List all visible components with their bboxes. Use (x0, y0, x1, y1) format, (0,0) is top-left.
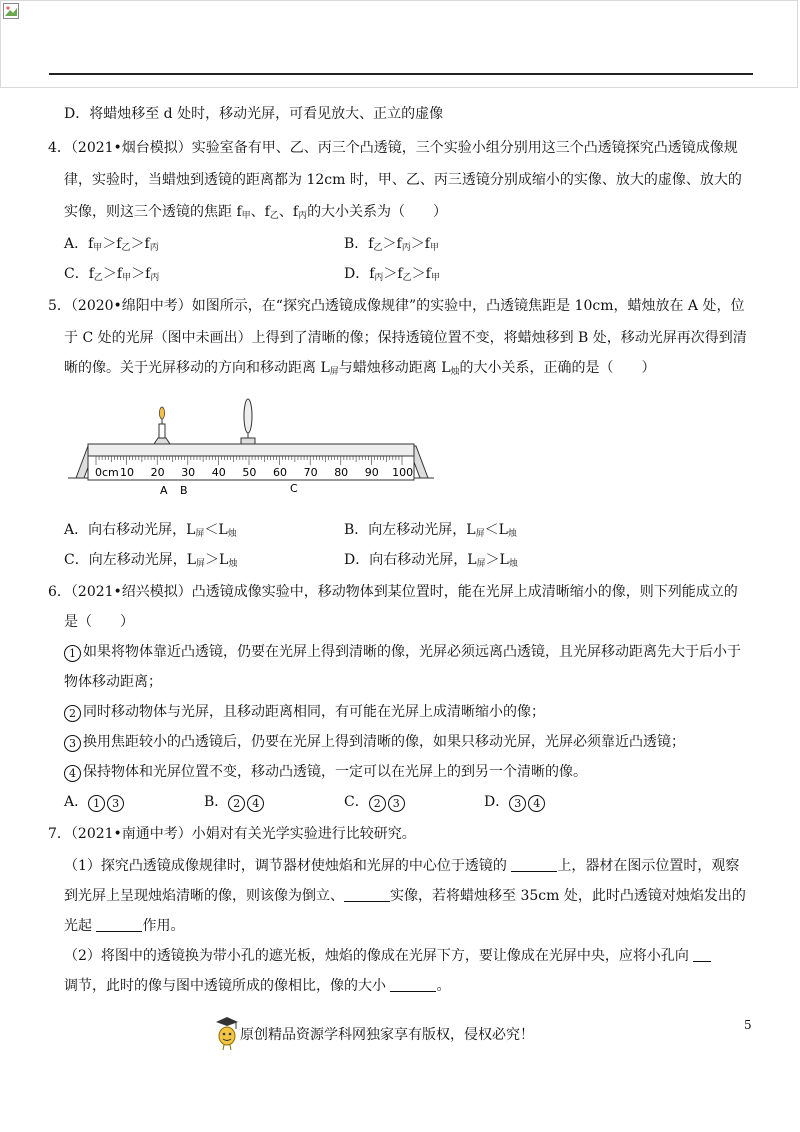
answer-blank (390, 977, 436, 992)
q4-line3: 实像，则这三个透镜的焦距 $f_甲$、$f_乙$、$f_丙$的大小关系为（ ） (64, 204, 448, 221)
q6-statement-2: 2 同时移动物体与光屏，且移动距离相同，有可能在光屏上成清晰缩小的像； (64, 702, 545, 722)
label-b: B (180, 484, 188, 497)
q7-part1-line2: 到光屏上呈现烛焰清晰的像，则该像为倒立、 实像，若将蜡烛移至 35cm 处，此时凸透镜对烛焰发出的 (64, 888, 746, 904)
q4-option-a: A．$f_甲>f_乙>f_丙$ (64, 236, 159, 253)
circled-number: 4 (64, 765, 81, 782)
q4-option-b: B．$f_乙>f_丙>f_甲$ (344, 236, 439, 253)
label-a: A (160, 484, 168, 497)
circled-number: 3 (64, 735, 81, 752)
ruler-tick-label: 40 (211, 466, 226, 479)
q5-line1: 5．（2020•绵阳中考）如图所示，在“探究凸透镜成像规律”的实验中，凸透镜焦距是 10cm，蜡烛放在 A 处，位 (48, 298, 745, 314)
ruler-tick-label: 10 (120, 466, 134, 479)
q6-statement-4: 4 保持物体和光屏位置不变，移动凸透镜，一定可以在光屏上的到另一个清晰的像。 (64, 762, 587, 782)
q6-option-b: B． 2 4 (204, 792, 266, 812)
q7-part2-line2: 调节，此时的像与图中透镜所成的像相比，像的大小 。 (64, 978, 451, 994)
q4-line1: 4．（2021•烟台模拟）实验室备有甲、乙、丙三个凸透镜，三个实验小组分别用这三个凸透镜探究凸透镜成像规 (48, 140, 738, 156)
ruler-tick-label: 100 (392, 466, 414, 479)
ruler-tick-label: 30 (181, 466, 196, 479)
q4-option-c: C．$f_乙>f_甲>f_丙$ (64, 266, 160, 283)
optical-bench-figure (66, 396, 436, 506)
q7-line1: 7．（2021•南通中考）小娟对有关光学实验进行比较研究。 (48, 826, 416, 842)
q5-option-b: B．向左移动光屏，$L_屏<L_烛$ (344, 522, 517, 539)
ruler-tick-label: 80 (334, 466, 349, 479)
answer-blank (693, 947, 711, 962)
q7-part1-line3: 光起 作用。 (64, 918, 185, 934)
q5-line2: 于 C 处的光屏（图中未画出）上得到了清晰的像；保持透镜位置不变，将蜡烛移到 B 处，移动光屏再次得到清 (64, 330, 747, 346)
mascot-icon (214, 1016, 240, 1052)
q3-option-d: D．将蜡烛移至 d 处时，移动光屏，可看见放大、正立的虚像 (64, 106, 444, 122)
q5-option-d: D．向右移动光屏，$L_屏>L_烛$ (344, 552, 518, 569)
q6-line1: 6．（2021•绍兴模拟）凸透镜成像实验中，移动物体到某位置时，能在光屏上成清晰缩小的像，则下列能成立的 (48, 584, 738, 600)
copyright-text: 原创精品资源学科网独家享有版权，侵权必究！ (240, 1027, 534, 1043)
candle-icon (154, 407, 170, 444)
answer-blank (96, 917, 142, 932)
circled-number: 1 (64, 645, 81, 662)
circled-number: 2 (64, 705, 81, 722)
q6-option-c: C． 2 3 (344, 792, 407, 812)
ruler-tick-label: 20 (150, 466, 165, 479)
q6-statement-3: 3 换用焦距较小的凸透镜后，仍要在光屏上得到清晰的像，如果只移动光屏，光屏必须靠近凸透镜； (64, 732, 685, 752)
q4-option-d: D．$f_丙>f_乙>f_甲$ (344, 266, 440, 283)
header-rule (49, 73, 753, 75)
lens-icon (241, 399, 255, 444)
q6-option-d: D． 3 4 (484, 792, 547, 812)
page-number: 5 (744, 1018, 752, 1032)
q5-option-c: C．向左移动光屏，$L_屏>L_烛$ (64, 552, 238, 569)
q6-line2: 是（ ） (64, 614, 134, 630)
footer (214, 1016, 574, 1056)
answer-blank (511, 857, 557, 872)
ruler-tick-label: 0cm (95, 466, 119, 479)
ruler-tick-label: 50 (242, 466, 257, 479)
ruler-tick-label: 90 (364, 466, 379, 479)
header-box (0, 0, 798, 88)
q5-option-a: A．向右移动光屏，$L_屏<L_烛$ (64, 522, 237, 539)
q6-statement-1-cont: 物体移动距离； (64, 674, 162, 690)
q7-part1-line1: （1）探究凸透镜成像规律时，调节器材使烛焰和光屏的中心位于透镜的 上，器材在图示位置时，观察 (64, 858, 740, 874)
q7-part2-line1: （2）将图中的透镜换为带小孔的遮光板，烛焰的像成在光屏下方，要让像成在光屏中央，应将小孔向 (64, 946, 711, 966)
q5-line3: 晰的像。关于光屏移动的方向和移动距离 $L_屏$与蜡烛移动距离 $L_烛$的大小关系，正确的是（ ） (64, 360, 656, 377)
q6-option-a: A． 1 3 (64, 792, 126, 812)
q4-line2: 律，实验时，当蜡烛到透镜的距离都为 12cm 时，甲、乙、丙三透镜分别成缩小的实像、放大的虚像、放大的 (64, 172, 742, 188)
label-c: C (290, 482, 298, 495)
ruler-tick-label: 70 (303, 466, 318, 479)
broken-image-icon (3, 3, 19, 19)
answer-blank (344, 887, 390, 902)
q6-statement-1: 1 如果将物体靠近凸透镜，仍要在光屏上得到清晰的像，光屏必须远离凸透镜，且光屏移动距离先大于后小于 (64, 642, 741, 662)
ruler-tick-label: 60 (273, 466, 287, 479)
